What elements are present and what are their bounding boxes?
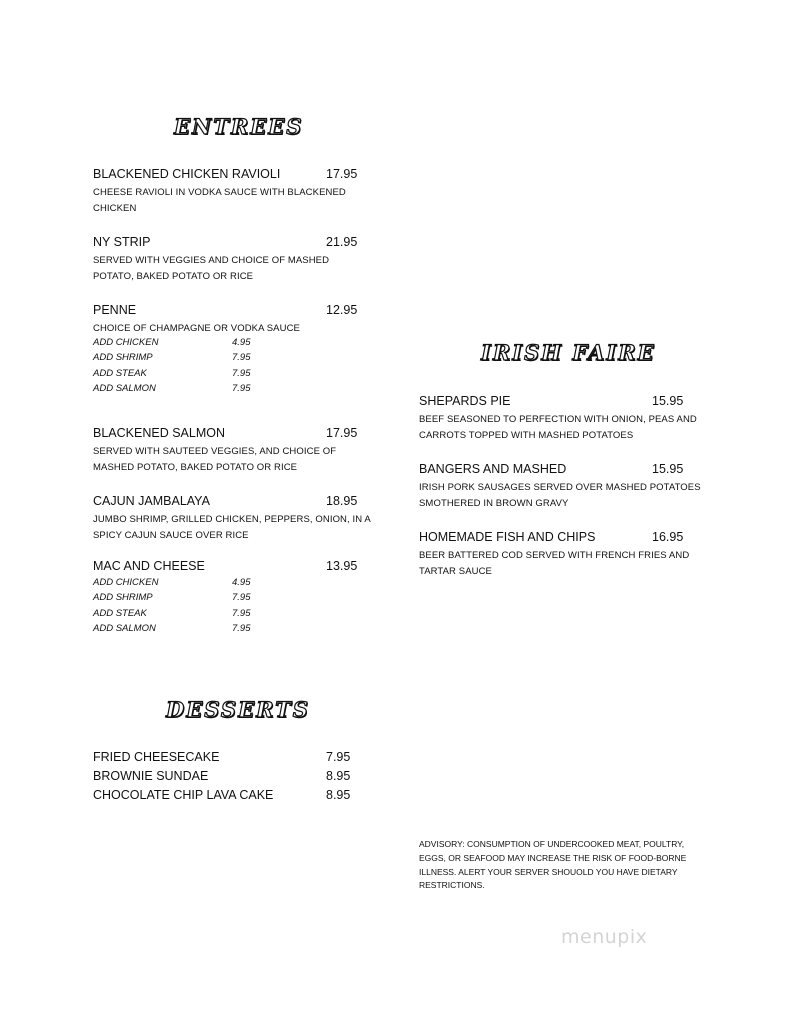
addon-name: ADD SHRIMP <box>93 352 153 364</box>
addon-name: ADD CHICKEN <box>93 337 159 348</box>
addon-price: 4.95 <box>232 577 251 588</box>
item-name: BANGERS AND MASHED <box>419 462 567 476</box>
desserts-title: DESSERTS <box>166 697 310 722</box>
item-price: 17.95 <box>326 426 358 440</box>
addon-price: 7.95 <box>232 592 251 604</box>
dessert-price: 8.95 <box>326 769 351 783</box>
item-name: MAC AND CHEESE <box>93 559 205 573</box>
dessert-price: 8.95 <box>326 788 351 802</box>
dessert-name: FRIED CHEESECAKE <box>93 750 220 764</box>
item-name: SHEPARDS PIE <box>419 394 511 408</box>
dessert-item <box>93 769 373 788</box>
item-description: CHEESE RAVIOLI IN VODKA SAUCE WITH BLACKENED CHICKEN <box>93 187 346 214</box>
food-advisory-notice: ADVISORY: CONSUMPTION OF UNDERCOOKED MEAT, POULTRY, EGGS, OR SEAFOOD MAY INCREASE THE RISK OF FOOD-BORNE ILLNESS. ALERT YOUR SERVER SHOUOLD YOU HAVE DIETARY RESTRICTIONS. <box>419 839 687 891</box>
item-price: 13.95 <box>326 559 358 573</box>
item-description: JUMBO SHRIMP, GRILLED CHICKEN, PEPPERS, ONION, IN A SPICY CAJUN SAUCE OVER RICE <box>93 514 371 541</box>
menu-item-fish-and-chips <box>419 530 709 580</box>
addon-name: ADD CHICKEN <box>93 577 159 588</box>
addon-price: 7.95 <box>232 382 251 394</box>
item-price: 17.95 <box>326 167 358 181</box>
addon-row <box>93 623 393 638</box>
addon-price: 4.95 <box>232 337 251 348</box>
addon-row <box>93 592 393 607</box>
addon-price: 7.95 <box>232 352 251 364</box>
dessert-item <box>93 788 373 807</box>
dessert-name: CHOCOLATE CHIP LAVA CAKE <box>93 788 274 802</box>
item-description: SERVED WITH VEGGIES AND CHOICE OF MASHED POTATO, BAKED POTATO OR RICE <box>93 255 330 282</box>
item-description: IRISH PORK SAUSAGES SERVED OVER MASHED POTATOES SMOTHERED IN BROWN GRAVY <box>419 482 701 509</box>
item-price: 18.95 <box>326 494 358 508</box>
item-name: BLACKENED SALMON <box>93 426 225 440</box>
menu-item-ny-strip <box>93 235 393 285</box>
menu-item-bangers-and-mashed <box>419 462 709 512</box>
addon-row <box>93 383 393 398</box>
dessert-name: BROWNIE SUNDAE <box>93 769 209 783</box>
item-price: 12.95 <box>326 303 358 317</box>
addon-price: 7.95 <box>232 367 251 379</box>
addon-row <box>93 577 393 592</box>
item-name: HOMEMADE FISH AND CHIPS <box>419 530 596 544</box>
addon-row <box>93 337 393 352</box>
addon-name: ADD STEAK <box>93 367 147 379</box>
entrees-title: ENTREES <box>174 114 304 139</box>
menu-item-blackened-chicken-ravioli <box>93 167 393 217</box>
addon-name: ADD SALMON <box>93 382 156 394</box>
addon-row <box>93 368 393 383</box>
addon-price: 7.95 <box>232 607 251 619</box>
addon-name: ADD SALMON <box>93 622 156 634</box>
item-name: PENNE <box>93 303 137 317</box>
addon-name: ADD SHRIMP <box>93 592 153 604</box>
menu-item-shepards-pie <box>419 394 709 444</box>
addon-row <box>93 608 393 623</box>
item-name: BLACKENED CHICKEN RAVIOLI <box>93 167 281 181</box>
menu-item-cajun-jambalaya <box>93 494 393 544</box>
item-description: CHOICE OF CHAMPAGNE OR VODKA SAUCE <box>93 323 300 334</box>
dessert-price: 7.95 <box>326 750 351 764</box>
item-name: NY STRIP <box>93 235 151 249</box>
item-price: 21.95 <box>326 235 358 249</box>
menu-item-penne <box>93 303 393 398</box>
item-description: BEER BATTERED COD SERVED WITH FRENCH FRIES AND TARTAR SAUCE <box>419 550 690 577</box>
item-description: BEEF SEASONED TO PERFECTION WITH ONION, PEAS AND CARROTS TOPPED WITH MASHED POTATOES <box>419 414 697 441</box>
menupix-watermark: menupix <box>561 926 648 948</box>
item-price: 15.95 <box>652 462 684 476</box>
menu-item-mac-and-cheese <box>93 559 393 638</box>
menu-item-blackened-salmon <box>93 426 393 476</box>
item-price: 16.95 <box>652 530 684 544</box>
addon-name: ADD STEAK <box>93 607 147 619</box>
item-name: CAJUN JAMBALAYA <box>93 494 210 508</box>
addon-price: 7.95 <box>232 622 251 634</box>
dessert-item <box>93 750 373 769</box>
item-description: SERVED WITH SAUTEED VEGGIES, AND CHOICE OF MASHED POTATO, BAKED POTATO OR RICE <box>93 446 337 473</box>
addon-row <box>93 352 393 367</box>
item-price: 15.95 <box>652 394 684 408</box>
irish-faire-title: IRISH FAIRE <box>481 340 656 365</box>
